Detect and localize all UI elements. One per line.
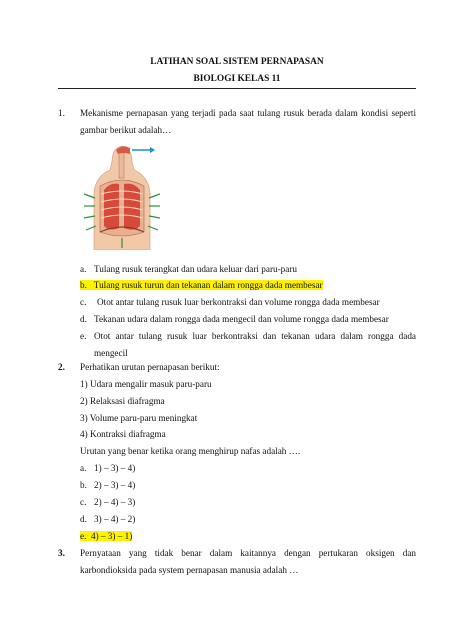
- question-1-option-b: [80, 280, 323, 290]
- question-2-option-e-letter: e.: [80, 531, 87, 541]
- question-2-option-d-letter: d.: [80, 514, 87, 524]
- question-2-question: Urutan yang benar ketika orang menghirup nafas adalah ….: [80, 446, 301, 456]
- question-1-option-c-text: Otot antar tulang rusuk luar berkontraksi dan volume rongga dada membesar: [97, 297, 380, 307]
- question-1-number: 1.: [58, 108, 65, 118]
- question-2-option-e-text: 4) – 3) – 1): [90, 531, 133, 541]
- question-1-option-e-letter: e.: [80, 331, 87, 341]
- question-1-option-a-text: Tulang rusuk terangkat dan udara keluar dari paru-paru: [94, 264, 297, 274]
- question-2-intro: Perhatikan urutan pernapasan berikut:: [80, 362, 220, 372]
- question-2-option-a-letter: a.: [80, 463, 87, 473]
- respiratory-diagram-image: [80, 140, 160, 250]
- question-2-option-c-letter: c.: [80, 497, 87, 507]
- question-2-step-4: 4) Kontraksi diafragma: [80, 429, 166, 439]
- question-2-number: 2.: [58, 362, 65, 372]
- question-2-step-2: 2) Relaksasi diafragma: [80, 396, 165, 406]
- question-2-step-1: 1) Udara mengalir masuk paru-paru: [80, 379, 212, 389]
- question-2-option-b-text: 2) – 3) – 4): [94, 480, 136, 490]
- question-1-option-b-text: Tulang rusuk turun dan tekanan dalam rongga dada membesar: [93, 280, 323, 290]
- question-2-option-d-text: 3) – 4) – 2): [94, 514, 136, 524]
- question-2-option-c-text: 2) – 4) – 3): [94, 497, 136, 507]
- question-1-text-line-2: gambar berikut adalah…: [80, 125, 172, 135]
- question-2-option-e: [80, 531, 132, 541]
- question-1-option-e-text-cont: mengecil: [94, 348, 128, 358]
- question-1-text-line-1: Mekanisme pernapasan yang terjadi pada saat tulang rusuk berada dalam kondisi seperti: [80, 108, 416, 118]
- question-1-option-a-letter: a.: [80, 264, 87, 274]
- question-1-option-c-letter: c.: [80, 297, 87, 307]
- question-1-option-e-text: Otot antar tulang rusuk luar berkontraksi dan tekanan udara dalam rongga dada: [94, 331, 416, 341]
- question-3-number: 3.: [58, 548, 65, 558]
- document-subtitle: BIOLOGI KELAS 11: [193, 74, 281, 84]
- question-3-text-line-1: Pernyataan yang tidak benar dalam kaitannya dengan pertukaran oksigen dan: [80, 548, 416, 558]
- question-1-option-d-text: Tekanan udara dalam rongga dada mengecil dan volume rongga dada membesar: [94, 314, 389, 324]
- question-2-option-b-letter: b.: [80, 480, 87, 490]
- question-3-text-line-2: karbondioksida pada system pernapasan manusia adalah …: [80, 565, 299, 575]
- question-1-option-b-letter: b.: [80, 280, 87, 290]
- document-title: LATIHAN SOAL SISTEM PERNAPASAN: [150, 57, 324, 67]
- question-2-step-3: 3) Volume paru-paru meningkat: [80, 413, 198, 423]
- title-divider: [58, 88, 416, 89]
- question-1-option-d-letter: d.: [80, 314, 87, 324]
- question-2-option-a-text: 1) – 3) – 4): [94, 463, 136, 473]
